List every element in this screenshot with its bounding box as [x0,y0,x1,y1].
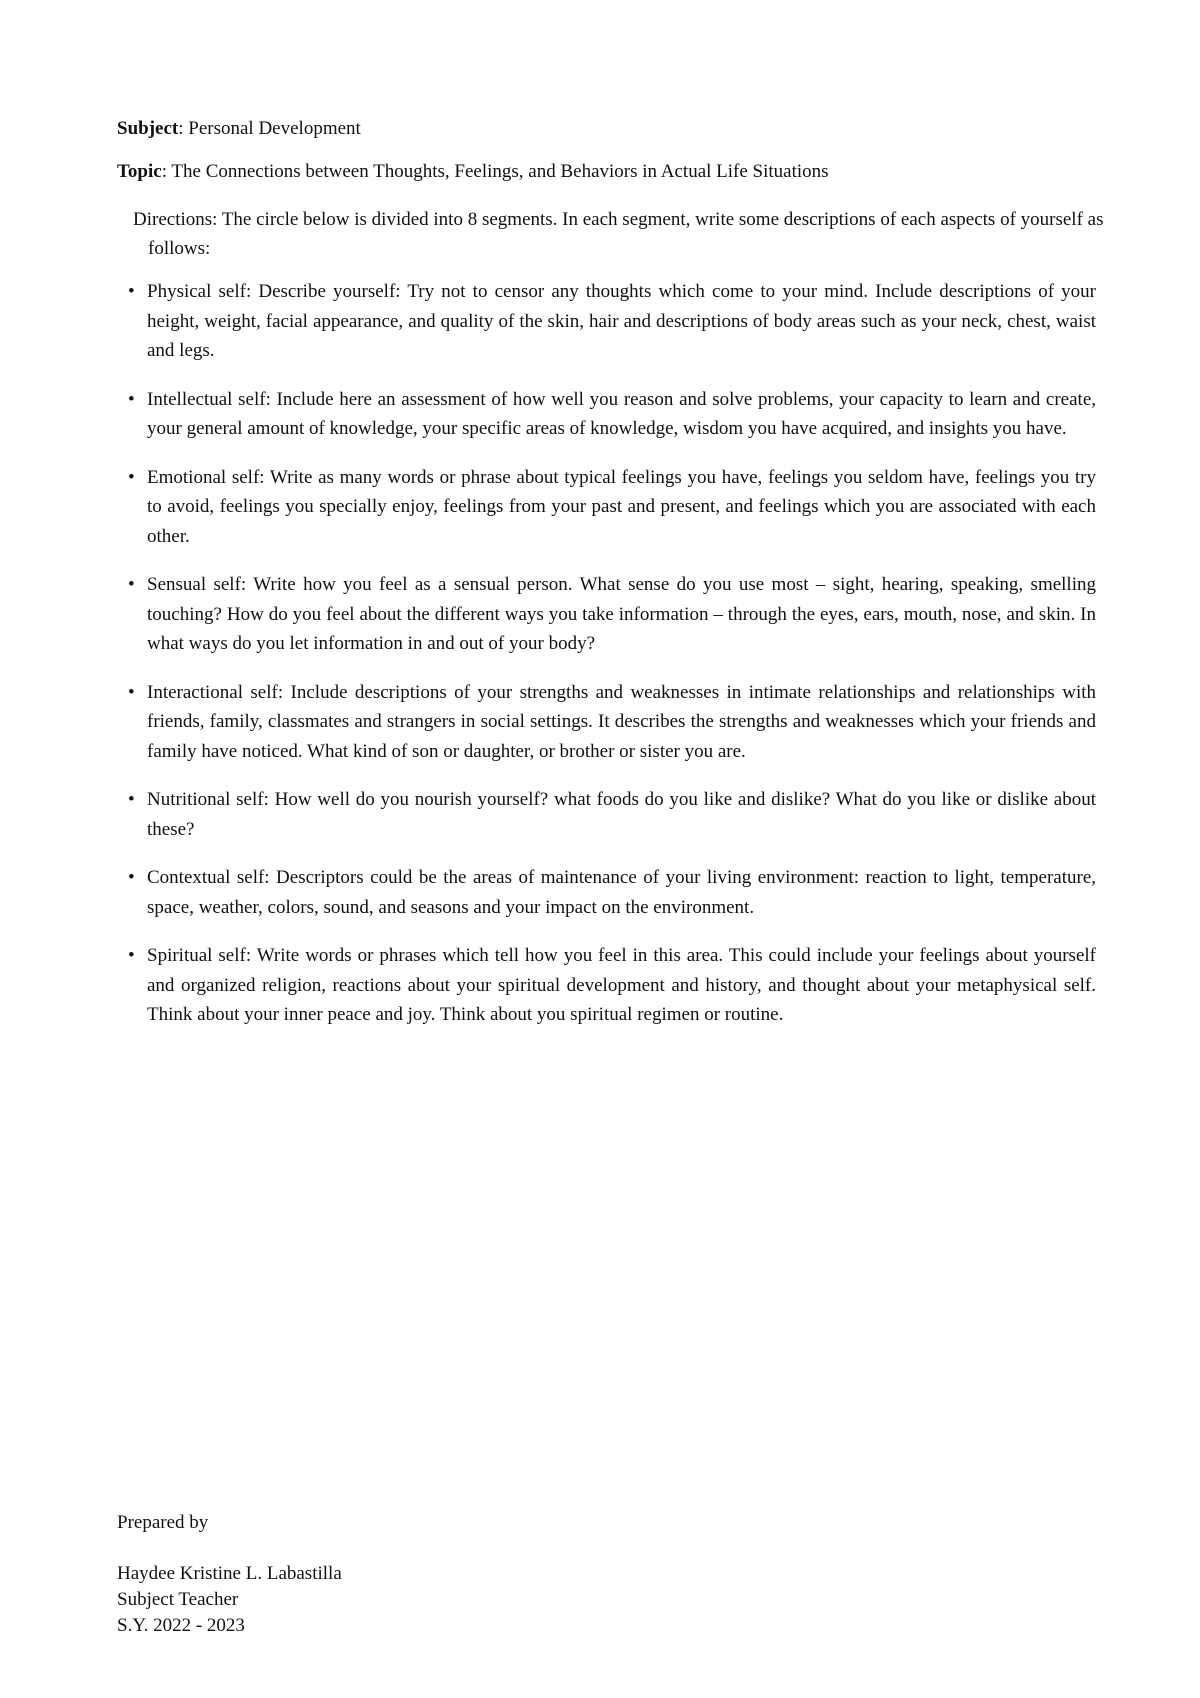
bullet-icon: • [128,281,135,302]
list-item-text: Intellectual self: Include here an assessment of how well you reason and solve problems, your capacity to learn and create, your general amount of knowledge, your specific areas of knowledge, wisdom you have acquired, and insights you have. [147,388,1096,439]
aspects-list [128,277,1096,1049]
bullet-icon: • [128,466,135,488]
list-item-text: Contextual self: Descriptors could be the areas of maintenance of your living environment: reaction to light, temperature, space, weather, colors, sound, and seasons and your impact on the environment. [147,867,1096,918]
topic-label: Topic [117,161,162,182]
prepared-by-label: Prepared by [117,1512,209,1533]
list-item-spiritual-self [128,941,1096,1030]
list-item-text: Sensual self: Write how you feel as a sensual person. What sense do you use most – sight, hearing, speaking, smelling touching? How do you feel about the different ways you take information – through the eyes, ears, mouth, nose, and skin. In what ways do you let information in and out of your body? [147,574,1096,654]
bullet-icon: • [128,867,135,888]
list-item-physical-self [128,277,1096,366]
list-item-nutritional-self [128,785,1096,844]
topic-line [117,160,829,184]
list-item-intellectual-self [128,385,1096,444]
list-item-text: Nutritional self: How well do you nourish yourself? what foods do you like and dislike? What do you like or dislike about these? [147,789,1096,840]
bullet-icon: • [128,789,135,810]
school-year: S.Y. 2022 - 2023 [117,1615,245,1636]
bullet-icon: • [128,681,135,703]
list-item-text: Spiritual self: Write words or phrases which tell how you feel in this area. This could include your feelings about yourself and organized religion, reactions about your spiritual development and history, and thought about your metaphysical self. Think about your inner peace and joy. Think about you spiritual regimen or routine. [147,945,1096,1025]
list-item-interactional-self [128,678,1096,767]
bullet-icon: • [128,388,135,410]
subject-label: Subject [117,118,179,139]
subject-separator: : [178,118,184,139]
list-item-text: Physical self: Describe yourself: Try not to censor any thoughts which come to your mind. Include descriptions of your height, weight, facial appearance, and quality of the skin, hair and descriptions of body areas such as your neck, chest, waist and legs. [147,281,1096,361]
bullet-icon: • [128,574,135,595]
subject-value: Personal Development [183,118,361,139]
teacher-role: Subject Teacher [117,1589,239,1610]
list-item-emotional-self [128,463,1096,552]
topic-value: The Connections between Thoughts, Feelings, and Behaviors in Actual Life Situations [167,161,829,182]
list-item-contextual-self [128,863,1096,922]
subject-line [117,117,361,141]
list-item-text: Interactional self: Include descriptions of your strengths and weaknesses in intimate relationships and relationships with friends, family, classmates and strangers in social settings. It describes the strengths and weaknesses which your friends and family have noticed. What kind of son or daughter, or brother or sister you are. [147,681,1096,762]
directions-paragraph: Directions: The circle below is divided into 8 segments. In each segment, write some descriptions of each aspects of yourself as follows: [133,209,1104,259]
topic-separator: : [161,161,167,182]
teacher-name: Haydee Kristine L. Labastilla [117,1563,342,1584]
list-item-sensual-self [128,570,1096,659]
bullet-icon: • [128,945,135,966]
list-item-text: Emotional self: Write as many words or phrase about typical feelings you have, feelings you seldom have, feelings you try to avoid, feelings you specially enjoy, feelings from your past and present, and feelings which you are associated with each other. [147,466,1096,547]
